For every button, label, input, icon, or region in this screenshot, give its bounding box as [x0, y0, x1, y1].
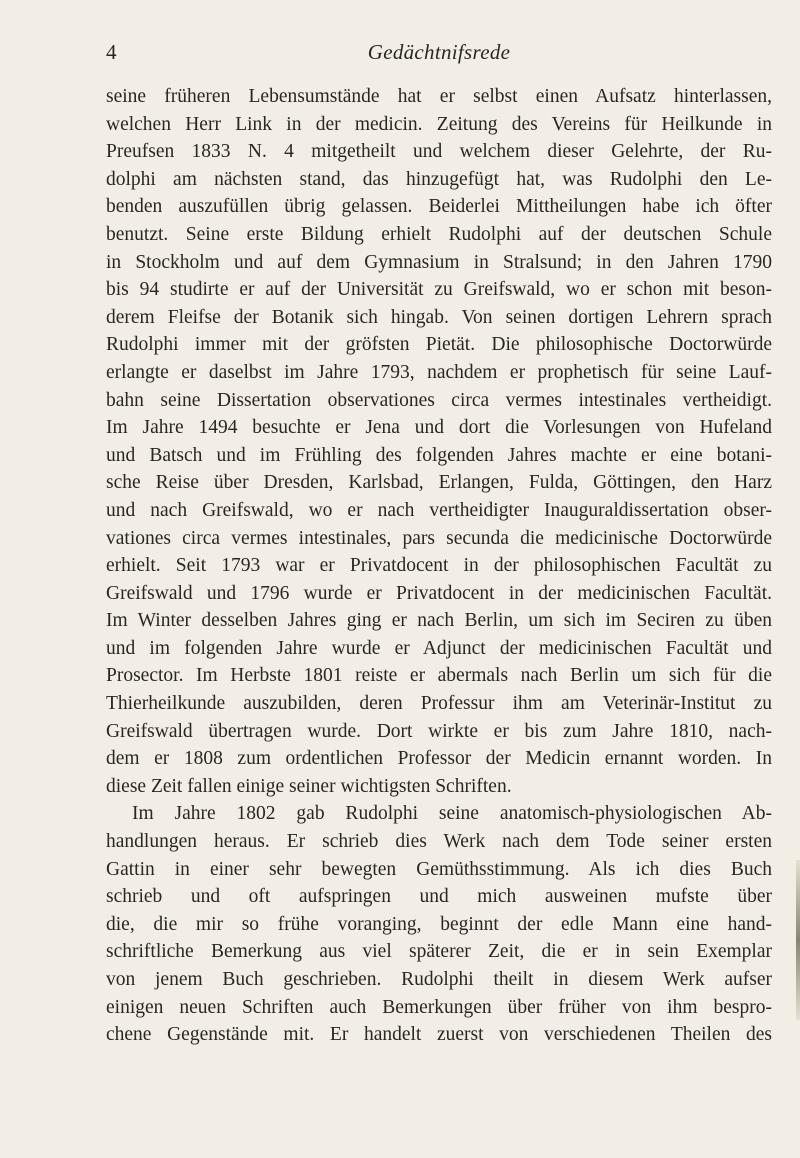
text-line: Im Winter desselben Jahres ging er nach Berlin, um sich im Seciren zu üben	[106, 610, 772, 632]
text-line: vationes circa vermes intestinales, pars secunda die medicinische Doctorwürde	[106, 527, 772, 549]
text-line: erhielt. Seit 1793 war er Privatdocent in der philosophischen Facultät zu	[106, 555, 772, 577]
text-line: Preufsen 1833 N. 4 mitgetheilt und welchem dieser Gelehrte, der Ru-	[106, 141, 772, 163]
running-title: Gedächtnifsrede	[367, 40, 511, 64]
text-line: benden auszufüllen übrig gelassen. Beiderlei Mittheilungen habe ich öfter	[106, 196, 772, 218]
text-line: Prosector. Im Herbste 1801 reiste er abermals nach Berlin um sich für die	[106, 665, 772, 687]
text-line: von jenem Buch geschrieben. Rudolphi theilt in diesem Werk aufser	[106, 969, 772, 990]
text-line: sche Reise über Dresden, Karlsbad, Erlangen, Fulda, Göttingen, den Harz	[106, 472, 772, 494]
text-line: einigen neuen Schriften auch Bemerkungen über früher von ihm bespro-	[106, 996, 772, 1018]
text-line: dolphi am nächsten stand, das hinzugefügt hat, was Rudolphi den Le-	[106, 168, 772, 190]
text-line: Greifswald und 1796 wurde er Privatdocent in der medicinischen Facultät.	[106, 582, 772, 604]
text-line: die, die mir so frühe voranging, beginnt der edle Mann eine hand-	[106, 913, 772, 935]
text-line: benutzt. Seine erste Bildung erhielt Rudolphi auf der deutschen Schule	[106, 223, 772, 245]
text-line: handlungen heraus. Er schrieb dies Werk nach dem Tode seiner ersten	[106, 831, 772, 853]
page-edge-shadow	[796, 860, 800, 1020]
text-line: bis 94 studirte er auf der Universität zu Greifswald, wo er schon mit beson-	[106, 279, 772, 301]
text-line: bahn seine Dissertation observationes circa vermes intestinales vertheidigt.	[106, 389, 772, 411]
text-line: und Batsch und im Frühling des folgenden Jahres machte er eine botani-	[106, 444, 772, 466]
text-line: und nach Greifswald, wo er nach vertheidigter Inauguraldissertation obser-	[106, 499, 772, 521]
page-header	[106, 40, 772, 72]
text-line: Im Jahre 1802 gab Rudolphi seine anatomisch-physiologischen Ab-	[132, 803, 772, 825]
text-line: Rudolphi immer mit der gröfsten Pietät. Die philosophische Doctorwürde	[106, 334, 772, 356]
text-line: dem er 1808 zum ordentlichen Professor der Medicin ernannt worden. In	[106, 748, 772, 770]
text-line: Gattin in einer sehr bewegten Gemüthsstimmung. Als ich dies Buch	[106, 858, 772, 880]
text-line: derem Fleifse der Botanik sich hingab. Von seinen dortigen Lehrern sprach	[106, 306, 772, 328]
text-line: chene Gegenstände mit. Er handelt zuerst von verschiedenen Theilen des	[106, 1024, 772, 1046]
text-line: welchen Herr Link in der medicin. Zeitung des Vereins für Heilkunde in	[106, 113, 772, 135]
text-line: Im Jahre 1494 besuchte er Jena und dort die Vorlesungen von Hufeland	[106, 417, 772, 439]
text-line: Thierheilkunde auszubilden, deren Professur ihm am Veterinär-Institut zu	[106, 693, 772, 715]
text-line: schrieb und oft aufspringen und mich ausweinen mufste über	[106, 886, 772, 908]
text-line: und im folgenden Jahre wurde er Adjunct der medicinischen Facultät und	[106, 637, 772, 659]
text-line: diese Zeit fallen einige seiner wichtigsten Schriften.	[106, 775, 512, 797]
text-line: Greifswald übertragen wurde. Dort wirkte er bis zum Jahre 1810, nach-	[106, 720, 772, 742]
text-line: seine früheren Lebensumstände hat er selbst einen Aufsatz hinterlassen,	[106, 86, 772, 107]
text-line: schriftliche Bemerkung aus viel späterer Zeit, die er in sein Exemplar	[106, 941, 772, 963]
text-line: erlangte er daselbst im Jahre 1793, nachdem er prophetisch für seine Lauf-	[106, 361, 772, 383]
body-text	[106, 83, 772, 1049]
page-number: 4	[106, 40, 117, 64]
text-line: in Stockholm und auf dem Gymnasium in Stralsund; in den Jahren 1790	[106, 251, 772, 273]
